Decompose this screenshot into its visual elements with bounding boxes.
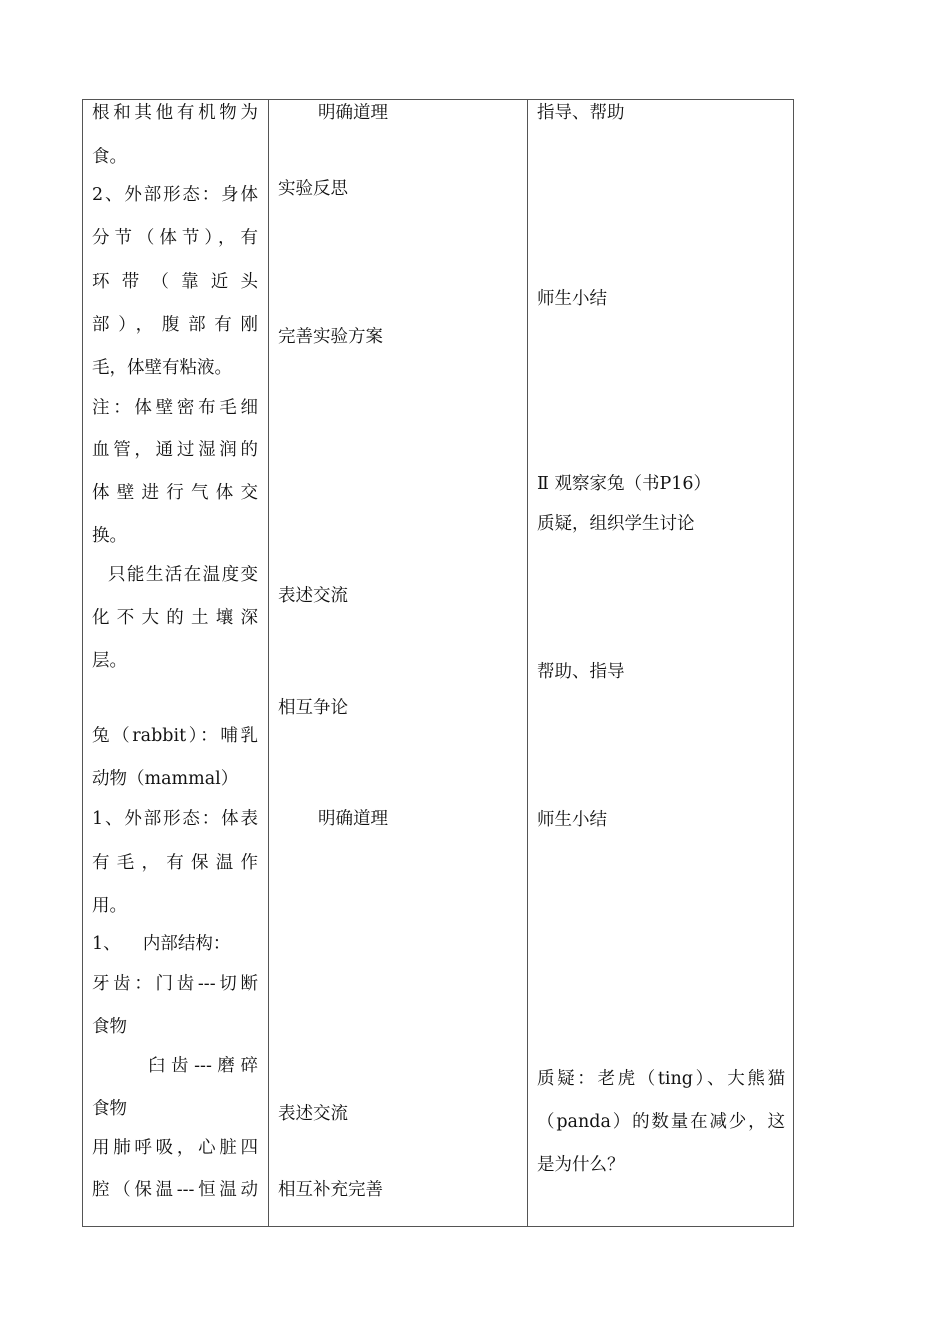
teacher-item: 质疑，组织学生讨论: [537, 514, 695, 534]
column-divider-1: [268, 100, 269, 1226]
content-line: 层。: [92, 651, 127, 671]
content-line: 部），腹部有刚: [92, 315, 258, 335]
content-line: 臼齿---磨碎: [148, 1056, 258, 1076]
content-line: 化不大的土壤深: [92, 608, 258, 628]
content-line: 兔（rabbit）：哺乳: [92, 726, 258, 746]
content-line: 1、外部形态：体表: [92, 809, 258, 829]
content-line: 动物（mammal）: [92, 769, 239, 789]
content-line: 用肺呼吸，心脏四: [92, 1138, 258, 1158]
content-line: 注：体壁密布毛细: [92, 398, 258, 418]
teacher-item: 帮助、指导: [537, 662, 625, 682]
activity-item: 相互补充完善: [278, 1180, 383, 1200]
content-line: 有毛，有保温作: [92, 853, 258, 873]
activity-item: 实验反思: [278, 179, 348, 199]
content-line: 食。: [92, 147, 127, 167]
teacher-item: 师生小结: [537, 810, 607, 830]
teacher-item: 是为什么？: [537, 1155, 625, 1175]
content-line: 只能生活在温度变: [108, 565, 258, 585]
content-line: 体壁进行气体交: [92, 483, 258, 503]
column-divider-2: [527, 100, 528, 1226]
content-line: 分节（体节），有: [92, 228, 258, 248]
content-line: 根和其他有机物为: [92, 103, 258, 123]
content-line: 食物: [92, 1017, 127, 1037]
activity-item: 表述交流: [278, 586, 348, 606]
content-line: 腔（保温---恒温动: [92, 1180, 258, 1200]
content-line: 毛，体壁有粘液。: [92, 358, 232, 378]
content-line: 牙齿：门齿---切断: [92, 974, 258, 994]
teacher-item: 指导、帮助: [537, 103, 625, 123]
content-line: 环带（靠近头: [92, 272, 258, 292]
activity-item: 表述交流: [278, 1104, 348, 1124]
teacher-item: 师生小结: [537, 289, 607, 309]
content-line: 血管，通过湿润的: [92, 440, 258, 460]
teacher-item: Ⅱ 观察家兔（书P16）: [537, 474, 711, 494]
activity-item: 明确道理: [318, 103, 388, 123]
activity-item: 明确道理: [318, 809, 388, 829]
activity-item: 完善实验方案: [278, 327, 383, 347]
content-line: 食物: [92, 1099, 127, 1119]
content-line: 2、外部形态：身体: [92, 185, 258, 205]
content-line: 换。: [92, 526, 127, 546]
teacher-item: （panda）的数量在减少，这: [537, 1112, 785, 1132]
content-line: 用。: [92, 896, 127, 916]
teacher-item: 质疑：老虎（ting）、大熊猫: [537, 1069, 785, 1089]
content-line: 1、 内部结构：: [92, 934, 231, 954]
activity-item: 相互争论: [278, 698, 348, 718]
